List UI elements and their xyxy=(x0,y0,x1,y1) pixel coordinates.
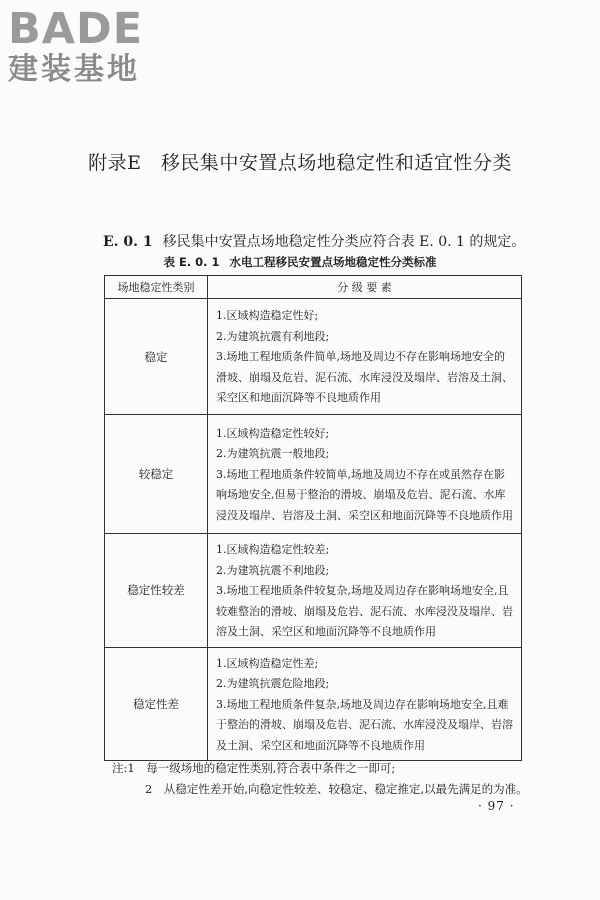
table-row xyxy=(105,534,522,648)
factor-item: 1.区域构造稳定性好; xyxy=(216,309,319,323)
table-caption-label: 表 E. 0. 1 xyxy=(163,255,220,269)
header-factors: 分 级 要 素 xyxy=(208,276,522,299)
appendix-title: 附录E 移民集中安置点场地稳定性和适宜性分类 xyxy=(88,152,512,174)
table-row xyxy=(105,647,522,761)
table-caption xyxy=(0,254,600,270)
row-factors xyxy=(208,299,522,415)
factor-item: 1.区域构造稳定性较差; xyxy=(216,543,330,556)
table-caption-title: 水电工程移民安置点场地稳定性分类标准 xyxy=(229,255,437,269)
factor-item: 3.场地工程地质条件复杂,场地及周边存在影响场地安全,且难于整治的滑坡、崩塌及危岩、泥石流、水库浸没及塌岸、岩溶及土洞、采空区和地面沉降等不良地质作用 xyxy=(216,697,513,752)
stability-classification-table xyxy=(104,275,522,761)
factor-item: 1.区域构造稳定性较好; xyxy=(216,426,330,440)
factor-item: 1.区域构造稳定性差; xyxy=(216,656,319,670)
factor-item: 2.为建筑抗震有利地段; xyxy=(216,329,330,343)
row-category: 较稳定 xyxy=(105,415,208,534)
publisher-logo xyxy=(8,6,178,88)
logo-subtitle: 建装基地 xyxy=(8,52,140,87)
note-2: 2 从稳定性差开始,向稳定性较差、较稳定、稳定推定,以最先满足的为准。 xyxy=(145,782,528,796)
factor-item: 2.为建筑抗震一般地段; xyxy=(216,447,330,461)
row-category: 稳定性较差 xyxy=(105,534,208,648)
table-notes xyxy=(112,758,528,800)
page-number: · 97 · xyxy=(478,799,515,813)
table-row xyxy=(105,415,522,534)
factor-item: 2.为建筑抗震危险地段; xyxy=(216,677,330,690)
table-header-row xyxy=(105,276,522,299)
row-factors xyxy=(208,415,522,534)
row-factors xyxy=(208,647,522,761)
factor-item: 3.场地工程地质条件较简单,场地及周边不存在或虽然存在影响场地安全,但易于整治的滑坡、崩塌及危岩、泥石流、水库浸没及塌岸、岩溶及土洞、采空区和地面沉降等不良地质作用 xyxy=(216,467,513,522)
factor-item: 3.场地工程地质条件较复杂,场地及周边存在影响场地安全,且较难整治的滑坡、崩塌及危岩、泥石流、水库浸没及塌岸、岩溶及土洞、采空区和地面沉降等不良地质作用 xyxy=(216,584,513,638)
row-category: 稳定 xyxy=(105,299,208,415)
note-1: 注:1 每一级场地的稳定性类别,符合表中条件之一即可; xyxy=(112,761,396,775)
factor-item: 2.为建筑抗震不利地段; xyxy=(216,563,330,577)
row-category: 稳定性差 xyxy=(105,647,208,761)
clause-number: E. 0. 1 xyxy=(103,234,153,250)
factor-item: 3.场地工程地质条件简单,场地及周边不存在影响场地安全的滑坡、崩塌及危岩、泥石流、水库浸没及塌岸、岩溶及土洞、采空区和地面沉降等不良地质作用 xyxy=(216,350,513,405)
header-category: 场地稳定性类别 xyxy=(105,276,208,299)
clause-e01 xyxy=(103,231,525,251)
clause-text: 移民集中安置点场地稳定性分类应符合表 E. 0. 1 的规定。 xyxy=(162,234,526,250)
table-row xyxy=(105,299,522,415)
logo-mark: BADE xyxy=(8,4,144,54)
row-factors xyxy=(208,534,522,648)
